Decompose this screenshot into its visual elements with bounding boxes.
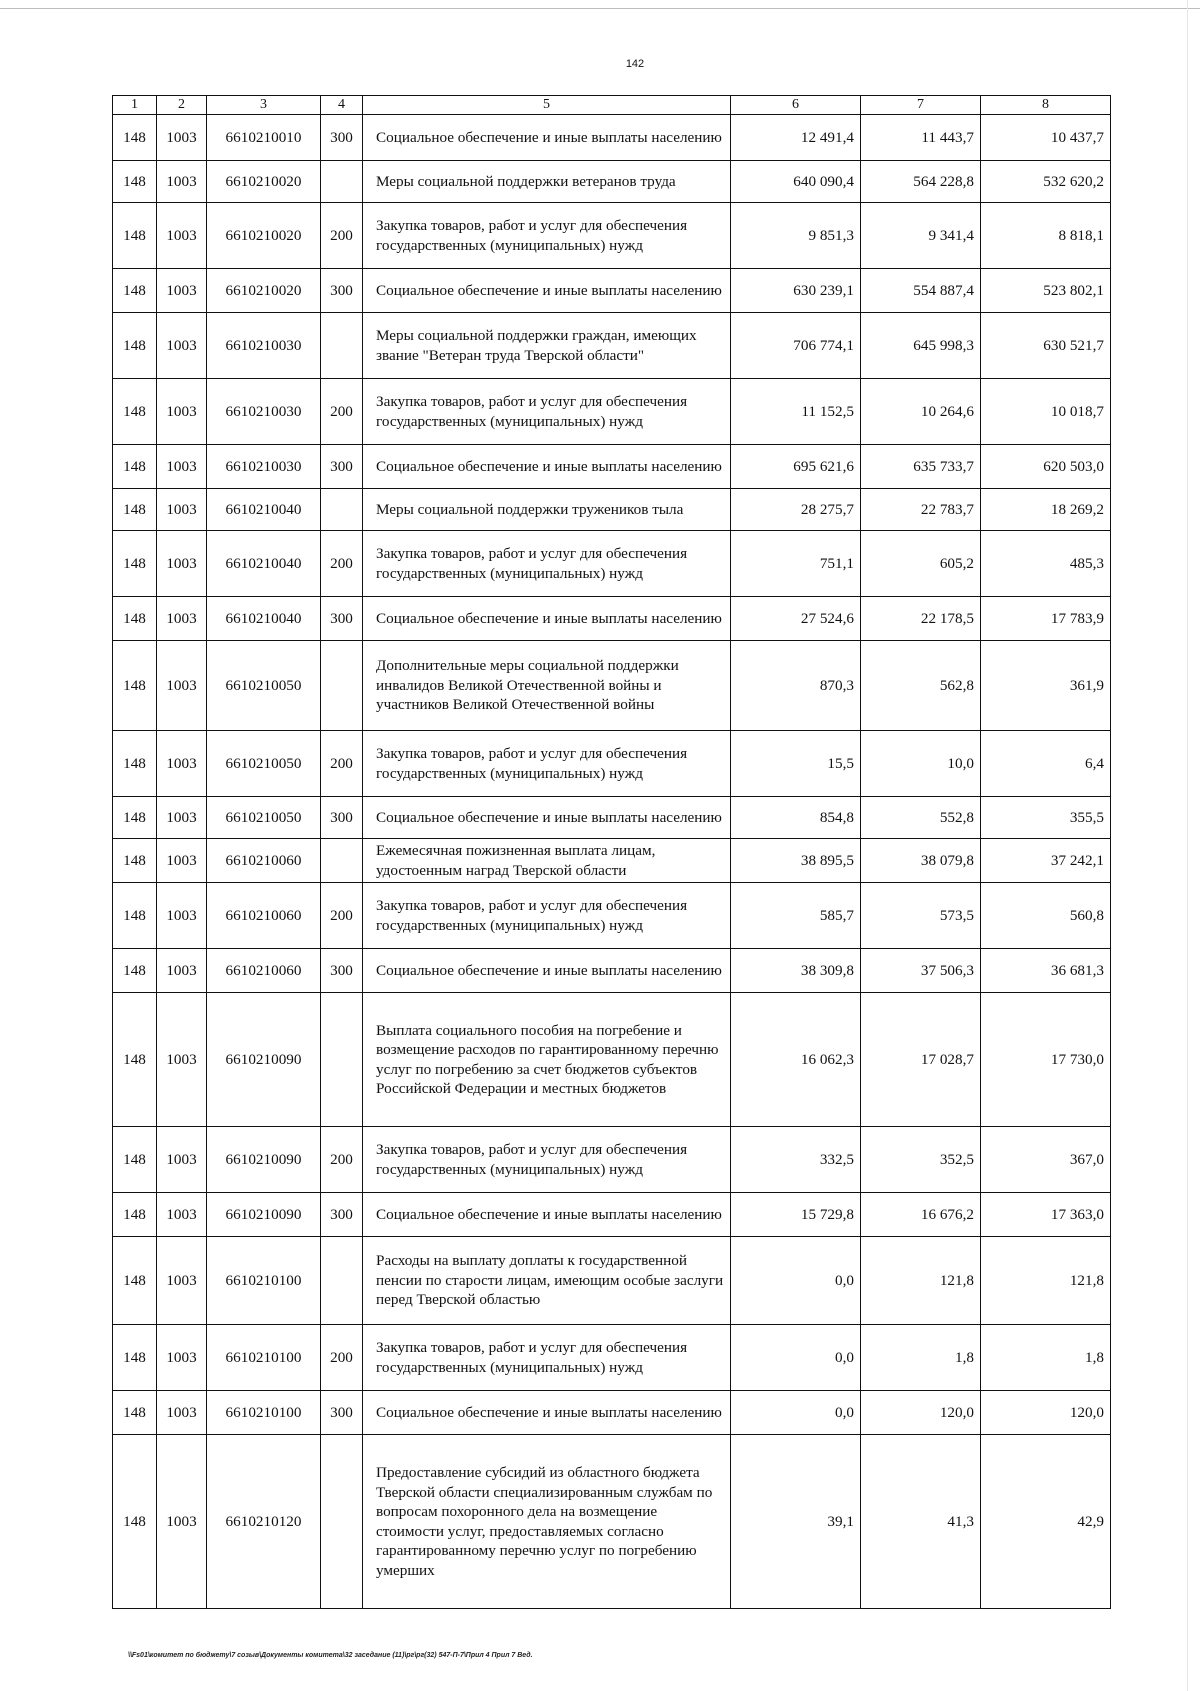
ministry-code-cell: 148 <box>113 1127 157 1193</box>
ministry-code-cell: 148 <box>113 797 157 839</box>
section-code-cell: 1003 <box>157 883 207 949</box>
amount-cell: 1,8 <box>981 1325 1111 1391</box>
description-cell: Ежемесячная пожизненная выплата лицам, удостоенным наград Тверской области <box>363 839 731 883</box>
amount-cell: 121,8 <box>981 1237 1111 1325</box>
expense-type-cell: 200 <box>321 731 363 797</box>
amount-cell: 361,9 <box>981 641 1111 731</box>
target-article-cell: 6610210020 <box>207 269 321 313</box>
header-row <box>113 96 1111 115</box>
expense-type-cell <box>321 641 363 731</box>
amount-cell: 485,3 <box>981 531 1111 597</box>
expense-type-cell: 200 <box>321 1325 363 1391</box>
expense-type-cell <box>321 839 363 883</box>
target-article-cell: 6610210060 <box>207 883 321 949</box>
expense-type-cell <box>321 313 363 379</box>
amount-cell: 39,1 <box>731 1435 861 1609</box>
amount-cell: 28 275,7 <box>731 489 861 531</box>
scan-top-edge <box>0 0 1200 9</box>
column-header-3: 3 <box>207 96 321 115</box>
expense-type-cell: 300 <box>321 269 363 313</box>
section-code-cell: 1003 <box>157 641 207 731</box>
amount-cell: 11 152,5 <box>731 379 861 445</box>
expense-type-cell: 300 <box>321 949 363 993</box>
column-header-4: 4 <box>321 96 363 115</box>
expense-type-cell: 300 <box>321 115 363 161</box>
amount-cell: 15,5 <box>731 731 861 797</box>
amount-cell: 10 018,7 <box>981 379 1111 445</box>
amount-cell: 11 443,7 <box>861 115 981 161</box>
target-article-cell: 6610210020 <box>207 161 321 203</box>
section-code-cell: 1003 <box>157 1435 207 1609</box>
description-cell: Меры социальной поддержки ветеранов труда <box>363 161 731 203</box>
amount-cell: 38 895,5 <box>731 839 861 883</box>
amount-cell: 0,0 <box>731 1237 861 1325</box>
column-header-6: 6 <box>731 96 861 115</box>
column-header-5: 5 <box>363 96 731 115</box>
target-article-cell: 6610210030 <box>207 445 321 489</box>
amount-cell: 532 620,2 <box>981 161 1111 203</box>
target-article-cell: 6610210060 <box>207 839 321 883</box>
description-cell: Социальное обеспечение и иные выплаты населению <box>363 445 731 489</box>
ministry-code-cell: 148 <box>113 1193 157 1237</box>
amount-cell: 17 730,0 <box>981 993 1111 1127</box>
column-header-2: 2 <box>157 96 207 115</box>
amount-cell: 16 676,2 <box>861 1193 981 1237</box>
amount-cell: 41,3 <box>861 1435 981 1609</box>
section-code-cell: 1003 <box>157 269 207 313</box>
table-row <box>113 269 1111 313</box>
ministry-code-cell: 148 <box>113 379 157 445</box>
description-cell: Закупка товаров, работ и услуг для обеспечения государственных (муниципальных) нужд <box>363 1325 731 1391</box>
table-row <box>113 531 1111 597</box>
target-article-cell: 6610210040 <box>207 489 321 531</box>
budget-table <box>112 95 1111 1609</box>
expense-type-cell: 300 <box>321 597 363 641</box>
table-row <box>113 379 1111 445</box>
amount-cell: 695 621,6 <box>731 445 861 489</box>
target-article-cell: 6610210030 <box>207 379 321 445</box>
expense-type-cell <box>321 161 363 203</box>
target-article-cell: 6610210120 <box>207 1435 321 1609</box>
expense-type-cell: 200 <box>321 531 363 597</box>
ministry-code-cell: 148 <box>113 1237 157 1325</box>
section-code-cell: 1003 <box>157 731 207 797</box>
amount-cell: 1,8 <box>861 1325 981 1391</box>
amount-cell: 585,7 <box>731 883 861 949</box>
description-cell: Социальное обеспечение и иные выплаты населению <box>363 269 731 313</box>
section-code-cell: 1003 <box>157 1325 207 1391</box>
description-cell: Меры социальной поддержки граждан, имеющих звание "Ветеран труда Тверской области" <box>363 313 731 379</box>
section-code-cell: 1003 <box>157 115 207 161</box>
section-code-cell: 1003 <box>157 993 207 1127</box>
section-code-cell: 1003 <box>157 313 207 379</box>
description-cell: Закупка товаров, работ и услуг для обеспечения государственных (муниципальных) нужд <box>363 883 731 949</box>
table-row <box>113 731 1111 797</box>
amount-cell: 9 851,3 <box>731 203 861 269</box>
scan-right-edge <box>1187 0 1188 1691</box>
target-article-cell: 6610210100 <box>207 1325 321 1391</box>
table-row <box>113 1193 1111 1237</box>
amount-cell: 620 503,0 <box>981 445 1111 489</box>
amount-cell: 870,3 <box>731 641 861 731</box>
target-article-cell: 6610210050 <box>207 641 321 731</box>
description-cell: Расходы на выплату доплаты к государственной пенсии по старости лицам, имеющим особые заслуги перед Тверской областью <box>363 1237 731 1325</box>
ministry-code-cell: 148 <box>113 203 157 269</box>
amount-cell: 605,2 <box>861 531 981 597</box>
description-cell: Социальное обеспечение и иные выплаты населению <box>363 797 731 839</box>
section-code-cell: 1003 <box>157 379 207 445</box>
amount-cell: 37 506,3 <box>861 949 981 993</box>
expense-type-cell: 200 <box>321 883 363 949</box>
ministry-code-cell: 148 <box>113 883 157 949</box>
amount-cell: 554 887,4 <box>861 269 981 313</box>
column-header-7: 7 <box>861 96 981 115</box>
amount-cell: 27 524,6 <box>731 597 861 641</box>
target-article-cell: 6610210030 <box>207 313 321 379</box>
expense-type-cell: 200 <box>321 1127 363 1193</box>
amount-cell: 562,8 <box>861 641 981 731</box>
description-cell: Дополнительные меры социальной поддержки инвалидов Великой Отечественной войны и участников Великой Отечественной войны <box>363 641 731 731</box>
section-code-cell: 1003 <box>157 203 207 269</box>
column-header-8: 8 <box>981 96 1111 115</box>
amount-cell: 332,5 <box>731 1127 861 1193</box>
page-number: 142 <box>625 58 645 70</box>
table-row <box>113 203 1111 269</box>
amount-cell: 352,5 <box>861 1127 981 1193</box>
amount-cell: 42,9 <box>981 1435 1111 1609</box>
table-row <box>113 1325 1111 1391</box>
expense-type-cell: 300 <box>321 1391 363 1435</box>
column-header-1: 1 <box>113 96 157 115</box>
target-article-cell: 6610210050 <box>207 731 321 797</box>
description-cell: Меры социальной поддержки тружеников тыла <box>363 489 731 531</box>
section-code-cell: 1003 <box>157 1237 207 1325</box>
table-row <box>113 1391 1111 1435</box>
amount-cell: 0,0 <box>731 1325 861 1391</box>
description-cell: Социальное обеспечение и иные выплаты населению <box>363 115 731 161</box>
amount-cell: 120,0 <box>861 1391 981 1435</box>
amount-cell: 22 783,7 <box>861 489 981 531</box>
ministry-code-cell: 148 <box>113 161 157 203</box>
table-row <box>113 161 1111 203</box>
amount-cell: 37 242,1 <box>981 839 1111 883</box>
amount-cell: 854,8 <box>731 797 861 839</box>
section-code-cell: 1003 <box>157 489 207 531</box>
amount-cell: 10 437,7 <box>981 115 1111 161</box>
ministry-code-cell: 148 <box>113 115 157 161</box>
amount-cell: 0,0 <box>731 1391 861 1435</box>
ministry-code-cell: 148 <box>113 641 157 731</box>
amount-cell: 22 178,5 <box>861 597 981 641</box>
description-cell: Закупка товаров, работ и услуг для обеспечения государственных (муниципальных) нужд <box>363 531 731 597</box>
target-article-cell: 6610210050 <box>207 797 321 839</box>
expense-type-cell: 200 <box>321 203 363 269</box>
expense-type-cell: 200 <box>321 379 363 445</box>
section-code-cell: 1003 <box>157 797 207 839</box>
amount-cell: 635 733,7 <box>861 445 981 489</box>
amount-cell: 15 729,8 <box>731 1193 861 1237</box>
amount-cell: 12 491,4 <box>731 115 861 161</box>
amount-cell: 17 363,0 <box>981 1193 1111 1237</box>
ministry-code-cell: 148 <box>113 949 157 993</box>
table-row <box>113 597 1111 641</box>
amount-cell: 9 341,4 <box>861 203 981 269</box>
ministry-code-cell: 148 <box>113 531 157 597</box>
table-row <box>113 489 1111 531</box>
ministry-code-cell: 148 <box>113 993 157 1127</box>
amount-cell: 751,1 <box>731 531 861 597</box>
ministry-code-cell: 148 <box>113 1435 157 1609</box>
ministry-code-cell: 148 <box>113 313 157 379</box>
amount-cell: 120,0 <box>981 1391 1111 1435</box>
ministry-code-cell: 148 <box>113 1325 157 1391</box>
table-row <box>113 839 1111 883</box>
table-row <box>113 1237 1111 1325</box>
section-code-cell: 1003 <box>157 597 207 641</box>
section-code-cell: 1003 <box>157 531 207 597</box>
amount-cell: 564 228,8 <box>861 161 981 203</box>
amount-cell: 17 783,9 <box>981 597 1111 641</box>
ministry-code-cell: 148 <box>113 269 157 313</box>
expense-type-cell: 300 <box>321 1193 363 1237</box>
description-cell: Социальное обеспечение и иные выплаты населению <box>363 1193 731 1237</box>
amount-cell: 36 681,3 <box>981 949 1111 993</box>
amount-cell: 560,8 <box>981 883 1111 949</box>
description-cell: Закупка товаров, работ и услуг для обеспечения государственных (муниципальных) нужд <box>363 1127 731 1193</box>
amount-cell: 640 090,4 <box>731 161 861 203</box>
amount-cell: 16 062,3 <box>731 993 861 1127</box>
ministry-code-cell: 148 <box>113 839 157 883</box>
amount-cell: 38 079,8 <box>861 839 981 883</box>
description-cell: Социальное обеспечение и иные выплаты населению <box>363 1391 731 1435</box>
section-code-cell: 1003 <box>157 1391 207 1435</box>
amount-cell: 18 269,2 <box>981 489 1111 531</box>
section-code-cell: 1003 <box>157 1193 207 1237</box>
description-cell: Закупка товаров, работ и услуг для обеспечения государственных (муниципальных) нужд <box>363 731 731 797</box>
amount-cell: 355,5 <box>981 797 1111 839</box>
target-article-cell: 6610210090 <box>207 1193 321 1237</box>
amount-cell: 630 239,1 <box>731 269 861 313</box>
table-row <box>113 1435 1111 1609</box>
table-row <box>113 445 1111 489</box>
section-code-cell: 1003 <box>157 161 207 203</box>
target-article-cell: 6610210090 <box>207 1127 321 1193</box>
description-cell: Закупка товаров, работ и услуг для обеспечения государственных (муниципальных) нужд <box>363 379 731 445</box>
amount-cell: 367,0 <box>981 1127 1111 1193</box>
table-row <box>113 1127 1111 1193</box>
description-cell: Социальное обеспечение и иные выплаты населению <box>363 949 731 993</box>
amount-cell: 121,8 <box>861 1237 981 1325</box>
ministry-code-cell: 148 <box>113 489 157 531</box>
file-path-footer: \\Fs01\комитет по бюджету\7 созыв\Документы комитета\32 заседание (11)\рг\рг(32) 547-П-7\Прил 4 Прил 7 Вед. <box>128 1652 533 1659</box>
ministry-code-cell: 148 <box>113 445 157 489</box>
table-row <box>113 313 1111 379</box>
amount-cell: 8 818,1 <box>981 203 1111 269</box>
expense-type-cell: 300 <box>321 445 363 489</box>
amount-cell: 630 521,7 <box>981 313 1111 379</box>
amount-cell: 10 264,6 <box>861 379 981 445</box>
amount-cell: 552,8 <box>861 797 981 839</box>
expense-type-cell <box>321 993 363 1127</box>
target-article-cell: 6610210090 <box>207 993 321 1127</box>
target-article-cell: 6610210040 <box>207 597 321 641</box>
table-row <box>113 641 1111 731</box>
description-cell: Выплата социального пособия на погребение и возмещение расходов по гарантированному перечню услуг по погребению за счет бюджетов субъектов Российской Федерации и местных бюджетов <box>363 993 731 1127</box>
target-article-cell: 6610210100 <box>207 1237 321 1325</box>
table-row <box>113 993 1111 1127</box>
table-row <box>113 949 1111 993</box>
expense-type-cell <box>321 1435 363 1609</box>
expense-type-cell: 300 <box>321 797 363 839</box>
ministry-code-cell: 148 <box>113 731 157 797</box>
amount-cell: 523 802,1 <box>981 269 1111 313</box>
table-row <box>113 883 1111 949</box>
amount-cell: 17 028,7 <box>861 993 981 1127</box>
amount-cell: 573,5 <box>861 883 981 949</box>
description-cell: Социальное обеспечение и иные выплаты населению <box>363 597 731 641</box>
ministry-code-cell: 148 <box>113 1391 157 1435</box>
ministry-code-cell: 148 <box>113 597 157 641</box>
amount-cell: 10,0 <box>861 731 981 797</box>
section-code-cell: 1003 <box>157 949 207 993</box>
expense-type-cell <box>321 489 363 531</box>
table-row <box>113 115 1111 161</box>
description-cell: Предоставление субсидий из областного бюджета Тверской области специализированным службам по вопросам похоронного дела на возмещение стоимости услуг, предоставляемых согласно гарантированному перечню услуг по погребению умерших <box>363 1435 731 1609</box>
amount-cell: 645 998,3 <box>861 313 981 379</box>
target-article-cell: 6610210040 <box>207 531 321 597</box>
section-code-cell: 1003 <box>157 1127 207 1193</box>
target-article-cell: 6610210060 <box>207 949 321 993</box>
amount-cell: 38 309,8 <box>731 949 861 993</box>
amount-cell: 706 774,1 <box>731 313 861 379</box>
section-code-cell: 1003 <box>157 445 207 489</box>
target-article-cell: 6610210100 <box>207 1391 321 1435</box>
target-article-cell: 6610210010 <box>207 115 321 161</box>
description-cell: Закупка товаров, работ и услуг для обеспечения государственных (муниципальных) нужд <box>363 203 731 269</box>
section-code-cell: 1003 <box>157 839 207 883</box>
amount-cell: 6,4 <box>981 731 1111 797</box>
target-article-cell: 6610210020 <box>207 203 321 269</box>
expense-type-cell <box>321 1237 363 1325</box>
table-row <box>113 797 1111 839</box>
